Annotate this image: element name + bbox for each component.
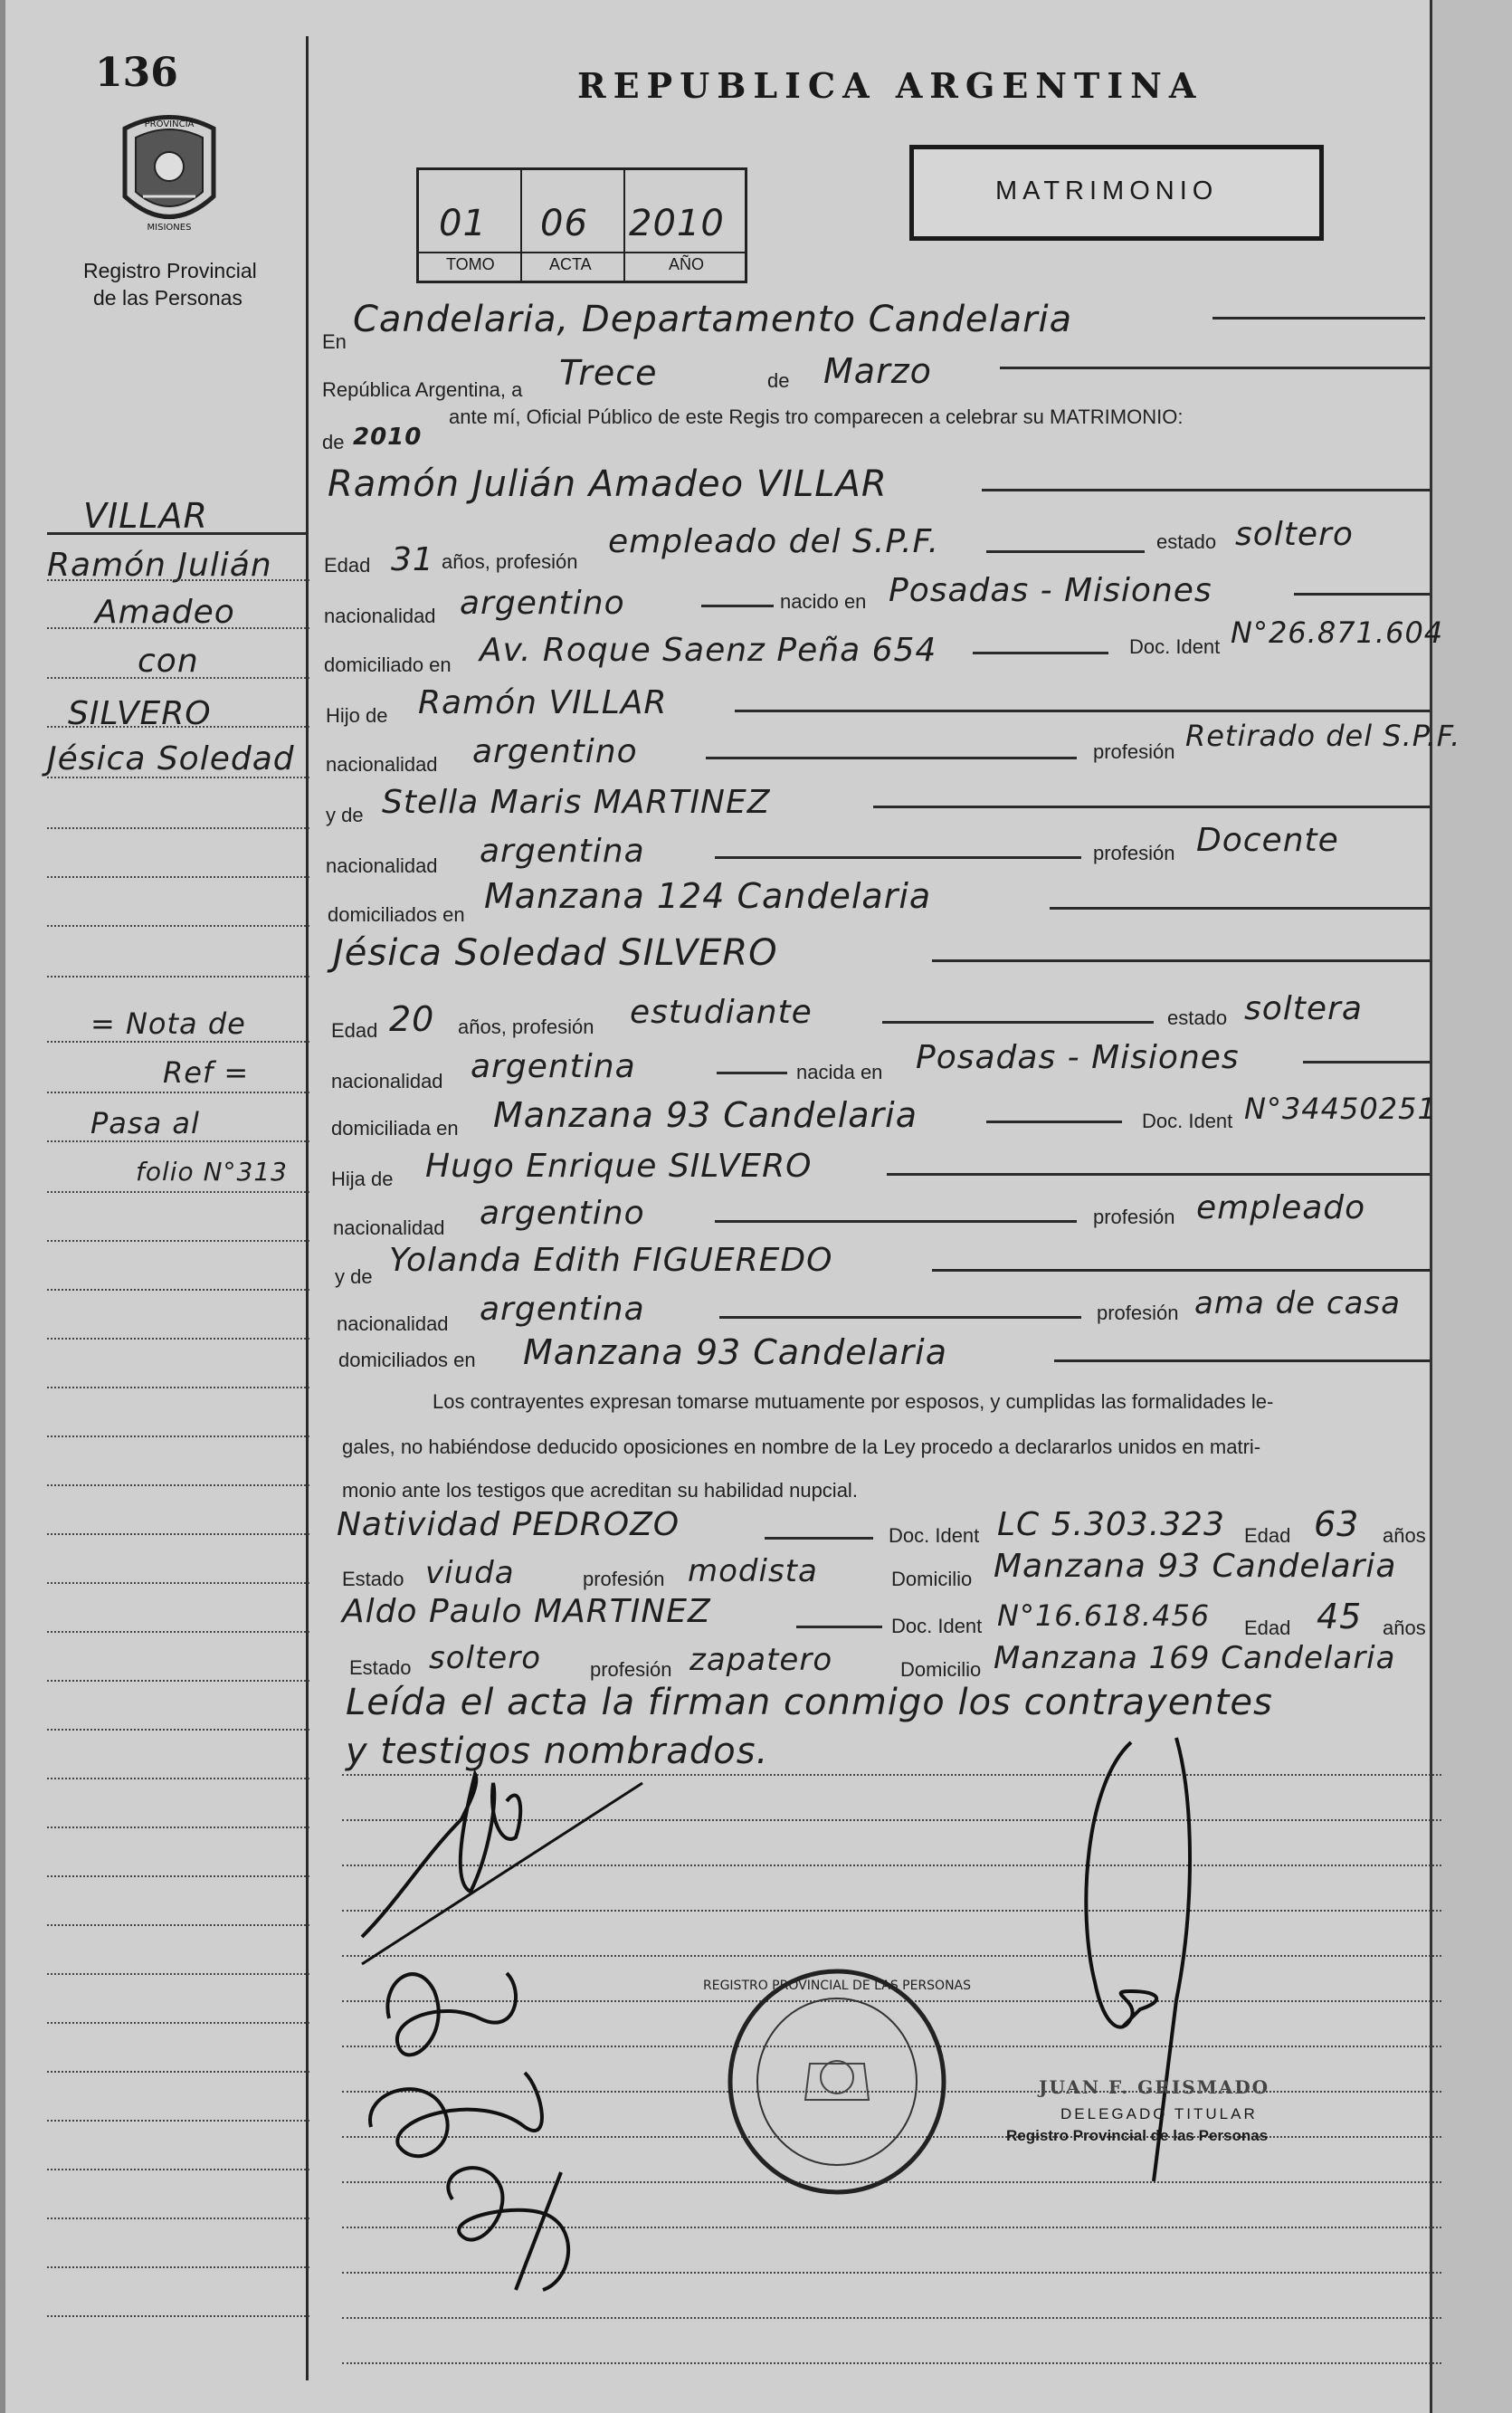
bride-parents-address: Manzana 93 Candelaria xyxy=(523,1332,947,1372)
registry-line-1: Registro Provincial xyxy=(83,259,257,282)
witness-2-domicilio-label: Domicilio xyxy=(900,1658,982,1681)
closing-line-1: Leída el acta la firman conmigo los contrayentes xyxy=(346,1682,1273,1723)
signature-3 xyxy=(370,2073,542,2156)
witness-1-profession: modista xyxy=(688,1553,818,1589)
margin-note-1: = Nota de xyxy=(90,1006,246,1041)
ano-label: AÑO xyxy=(669,255,705,273)
groom-full-name: Ramón Julián Amadeo VILLAR xyxy=(328,463,888,505)
groom-doc-label: Doc. Ident xyxy=(1129,635,1221,658)
act-type-box xyxy=(909,145,1324,241)
groom-estado: soltero xyxy=(1235,516,1354,553)
witness-2-name: Aldo Paulo MARTINEZ xyxy=(342,1593,711,1630)
bride-mother-nationality: argentina xyxy=(480,1291,645,1328)
bride-father: Hugo Enrique SILVERO xyxy=(425,1148,813,1185)
groom-father-nac-label: nacionalidad xyxy=(326,753,438,776)
signature-4 xyxy=(448,2168,568,2290)
witness-2-doc-label: Doc. Ident xyxy=(891,1615,983,1637)
bride-age: 20 xyxy=(389,999,435,1039)
declaration-line-3: monio ante los testigos que acreditan su habilidad nupcial. xyxy=(342,1479,858,1502)
svg-text:REGISTRO PROVINCIAL DE LAS PER: REGISTRO PROVINCIAL DE LAS PERSONAS xyxy=(702,1979,972,1993)
groom-father-nationality: argentino xyxy=(472,733,638,770)
margin-divider xyxy=(306,36,309,2380)
bride-father-nac-label: nacionalidad xyxy=(333,1216,445,1239)
witness-1-anos-label: años xyxy=(1383,1524,1426,1547)
margin-name-2: Amadeo xyxy=(95,594,235,631)
witness-1-estado-label: Estado xyxy=(342,1568,404,1590)
bride-edad-label: Edad xyxy=(331,1019,378,1042)
groom-nac-label: nacionalidad xyxy=(324,605,436,627)
svg-text:MISIONES: MISIONES xyxy=(147,223,192,233)
witness-1-age: 63 xyxy=(1314,1504,1360,1544)
margin-surname: VILLAR xyxy=(83,496,208,536)
signature-2 xyxy=(387,1973,516,2055)
bride-mother-prof-label: profesión xyxy=(1097,1302,1179,1324)
witness-1-address: Manzana 93 Candelaria xyxy=(994,1548,1397,1585)
intro-statement: ante mí, Oficial Público de este Regis tro comparecen a celebrar su MATRIMONIO: xyxy=(449,405,1184,428)
bride-nac-label: nacionalidad xyxy=(331,1070,443,1092)
svg-text:PROVINCIA: PROVINCIA xyxy=(144,119,195,129)
witness-1-edad-label: Edad xyxy=(1244,1524,1291,1547)
act-type-label: MATRIMONIO xyxy=(995,176,1219,205)
republica-label: República Argentina, a xyxy=(322,378,523,401)
bride-nacida-label: nacida en xyxy=(796,1061,883,1083)
de-label: de xyxy=(767,369,790,392)
ano-value: 2010 xyxy=(629,203,725,244)
witness-2-profesion-label: profesión xyxy=(590,1658,672,1681)
margin-name-1: Ramón Julián xyxy=(47,547,272,584)
groom-nationality: argentino xyxy=(460,585,625,622)
groom-address: Av. Roque Saenz Peña 654 xyxy=(480,632,937,669)
margin-surname-2: SILVERO xyxy=(68,695,212,732)
witness-2-address: Manzana 169 Candelaria xyxy=(994,1640,1396,1676)
bride-mother-profession: ama de casa xyxy=(1194,1285,1401,1321)
groom-mother-profession: Docente xyxy=(1196,822,1339,859)
groom-doc: N°26.871.604 xyxy=(1231,615,1444,650)
groom-age: 31 xyxy=(391,541,434,578)
witness-2-doc: N°16.618.456 xyxy=(997,1598,1211,1633)
margin-note-4: folio N°313 xyxy=(136,1157,288,1187)
margin-con: con xyxy=(138,643,199,680)
witness-2-estado: soltero xyxy=(429,1640,541,1676)
groom-mother-label: y de xyxy=(326,804,364,826)
officer-title: DELEGADO TITULAR xyxy=(1060,2105,1258,2122)
month-value: Marzo xyxy=(823,351,932,391)
witness-2-age: 45 xyxy=(1317,1597,1363,1636)
bride-doc: N°34450251 xyxy=(1244,1092,1437,1126)
bride-estado: soltera xyxy=(1244,990,1363,1027)
groom-father-profession: Retirado del S.P.F. xyxy=(1185,719,1461,753)
witness-1-estado: viuda xyxy=(425,1555,515,1591)
bride-father-nationality: argentino xyxy=(480,1195,645,1232)
bride-birthplace: Posadas - Misiones xyxy=(916,1039,1240,1076)
page-number: 136 xyxy=(95,50,178,96)
witness-1-domicilio-label: Domicilio xyxy=(891,1568,973,1590)
bride-estado-label: estado xyxy=(1167,1006,1228,1029)
provincial-seal xyxy=(116,110,223,237)
officer-name: JUAN F. GRISMADO xyxy=(1039,2076,1270,2098)
official-stamp xyxy=(702,1964,972,2199)
bride-doc-label: Doc. Ident xyxy=(1142,1110,1233,1132)
witness-2-edad-label: Edad xyxy=(1244,1617,1291,1639)
witness-1-doc-label: Doc. Ident xyxy=(889,1524,980,1547)
witness-2-profession: zapatero xyxy=(689,1642,833,1678)
bride-father-label: Hija de xyxy=(331,1168,394,1190)
right-page-edge xyxy=(1430,0,1512,2413)
en-label: En xyxy=(322,330,347,353)
bride-father-profession: empleado xyxy=(1196,1189,1366,1226)
country-title: REPUBLICA ARGENTINA xyxy=(577,65,1203,106)
declaration-line-1: Los contrayentes expresan tomarse mutuamente por esposos, y cumplidas las formalidades le- xyxy=(433,1390,1274,1413)
closing-line-2: y testigos nombrados. xyxy=(346,1731,769,1772)
bride-dom-label: domiciliada en xyxy=(331,1117,459,1140)
groom-mother: Stella Maris MARTINEZ xyxy=(382,784,771,821)
groom-mother-nac-label: nacionalidad xyxy=(326,854,438,877)
groom-dom-label: domiciliado en xyxy=(324,653,452,676)
witness-1-profesion-label: profesión xyxy=(583,1568,665,1590)
groom-edad-label: Edad xyxy=(324,554,371,577)
groom-profession: empleado del S.P.F. xyxy=(608,523,940,560)
groom-father-prof-label: profesión xyxy=(1093,740,1175,763)
right-edge-line xyxy=(1430,0,1432,2413)
groom-estado-label: estado xyxy=(1156,530,1217,553)
bride-address: Manzana 93 Candelaria xyxy=(493,1095,918,1135)
year-prefix-label: de xyxy=(322,431,345,453)
witness-1-name: Natividad PEDROZO xyxy=(337,1506,680,1543)
bride-mother: Yolanda Edith FIGUEREDO xyxy=(389,1242,833,1279)
groom-father: Ramón VILLAR xyxy=(418,684,668,721)
witness-2-estado-label: Estado xyxy=(349,1656,412,1679)
margin-name-3: Jésica Soledad xyxy=(47,740,295,777)
margin-note-3: Pasa al xyxy=(90,1106,200,1140)
bride-mother-label: y de xyxy=(335,1265,373,1288)
groom-anos-label: años, profesión xyxy=(442,550,578,573)
tomo-value: 01 xyxy=(439,203,487,244)
declaration-line-2: gales, no habiéndose deducido oposiciones en nombre de la Ley procedo a declararlos unidos en matri- xyxy=(342,1435,1261,1458)
bride-parents-dom-label: domiciliados en xyxy=(338,1349,476,1371)
year-value: 2010 xyxy=(353,424,423,451)
bride-nationality: argentina xyxy=(471,1048,636,1085)
tomo-label: TOMO xyxy=(446,255,495,273)
registry-line-2: de las Personas xyxy=(93,286,242,310)
groom-parents-dom-label: domiciliados en xyxy=(328,903,465,926)
place-value: Candelaria, Departamento Candelaria xyxy=(353,299,1073,340)
groom-nacido-label: nacido en xyxy=(780,590,867,613)
margin-note-2: Ref = xyxy=(163,1055,250,1090)
signatures xyxy=(344,1747,670,2308)
day-value: Trece xyxy=(559,353,658,393)
witness-1-doc: LC 5.303.323 xyxy=(997,1506,1225,1543)
groom-parents-address: Manzana 124 Candelaria xyxy=(484,876,932,916)
groom-mother-prof-label: profesión xyxy=(1093,842,1175,864)
groom-father-label: Hijo de xyxy=(326,704,388,727)
witness-2-anos-label: años xyxy=(1383,1617,1426,1639)
groom-birthplace: Posadas - Misiones xyxy=(889,572,1212,609)
acta-value: 06 xyxy=(540,203,588,244)
bride-anos-label: años, profesión xyxy=(458,1016,594,1038)
officer-office: Registro Provincial de las Personas xyxy=(1006,2127,1269,2144)
acta-label: ACTA xyxy=(549,255,592,273)
reference-box xyxy=(416,167,747,283)
bride-profession: estudiante xyxy=(630,994,813,1031)
bride-mother-nac-label: nacionalidad xyxy=(337,1312,449,1335)
bride-full-name: Jésica Soledad SILVERO xyxy=(333,932,778,974)
left-margin-edge xyxy=(0,0,5,2413)
groom-mother-nationality: argentina xyxy=(480,833,645,870)
bride-father-prof-label: profesión xyxy=(1093,1206,1175,1228)
